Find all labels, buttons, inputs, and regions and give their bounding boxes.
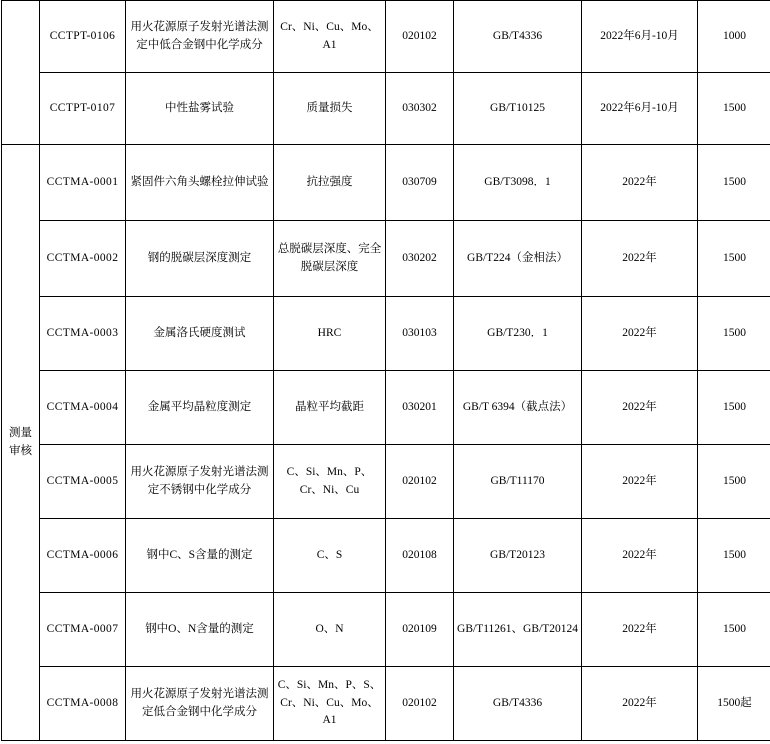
row-code: CCTMA-0005 xyxy=(40,445,126,519)
row-standard: GB/T230．1 xyxy=(454,297,582,371)
table-row xyxy=(2,445,770,519)
row-number: 030103 xyxy=(386,297,454,371)
row-item: 用火花源原子发射光谱法测定不锈钢中化学成分 xyxy=(126,445,274,519)
row-price: 1500 xyxy=(698,519,770,593)
row-standard: GB/T20123 xyxy=(454,519,582,593)
row-param: 总脱碳层深度、完全脱碳层深度 xyxy=(274,221,386,297)
row-code: CCTMA-0008 xyxy=(40,667,126,741)
row-param: 质量损失 xyxy=(274,73,386,145)
row-price: 1500 xyxy=(698,371,770,445)
row-price: 1500起 xyxy=(698,667,770,741)
row-standard: GB/T10125 xyxy=(454,73,582,145)
group-label-wrap xyxy=(5,425,36,461)
row-number: 030202 xyxy=(386,221,454,297)
group-label: 测量审核 xyxy=(9,426,32,457)
row-date: 2022年 xyxy=(582,519,698,593)
row-param: O、N xyxy=(274,593,386,667)
row-item: 用火花源原子发射光谱法测定低合金钢中化学成分 xyxy=(126,667,274,741)
row-date: 2022年 xyxy=(582,145,698,221)
row-code: CCTPT-0106 xyxy=(40,1,126,73)
row-number: 020102 xyxy=(386,445,454,519)
group-cell-empty-1 xyxy=(2,1,40,145)
row-code: CCTMA-0007 xyxy=(40,593,126,667)
row-code: CCTMA-0003 xyxy=(40,297,126,371)
row-price: 1500 xyxy=(698,145,770,221)
row-item: 金属洛氏硬度测试 xyxy=(126,297,274,371)
row-number: 020109 xyxy=(386,593,454,667)
row-price: 1500 xyxy=(698,593,770,667)
row-date: 2022年 xyxy=(582,297,698,371)
row-standard: GB/T 6394（截点法） xyxy=(454,371,582,445)
row-item: 钢的脱碳层深度测定 xyxy=(126,221,274,297)
row-param: HRC xyxy=(274,297,386,371)
table-row xyxy=(2,1,770,73)
table-row xyxy=(2,371,770,445)
row-number: 020108 xyxy=(386,519,454,593)
row-price: 1500 xyxy=(698,73,770,145)
row-code: CCTPT-0107 xyxy=(40,73,126,145)
row-number: 020102 xyxy=(386,1,454,73)
row-item: 钢中C、S含量的测定 xyxy=(126,519,274,593)
row-date: 2022年6月-10月 xyxy=(582,1,698,73)
row-price: 1500 xyxy=(698,221,770,297)
inspection-items-table xyxy=(1,0,770,741)
row-param: 抗拉强度 xyxy=(274,145,386,221)
row-number: 030709 xyxy=(386,145,454,221)
row-item: 用火花源原子发射光谱法测定中低合金钢中化学成分 xyxy=(126,1,274,73)
table-row xyxy=(2,145,770,221)
row-code: CCTMA-0006 xyxy=(40,519,126,593)
row-standard: GB/T11170 xyxy=(454,445,582,519)
table-row xyxy=(2,519,770,593)
row-code: CCTMA-0002 xyxy=(40,221,126,297)
row-code: CCTMA-0001 xyxy=(40,145,126,221)
row-date: 2022年6月-10月 xyxy=(582,73,698,145)
row-standard: GB/T4336 xyxy=(454,1,582,73)
row-param: Cr、Ni、Cu、Mo、A1 xyxy=(274,1,386,73)
row-item: 紧固件六角头螺栓拉伸试验 xyxy=(126,145,274,221)
row-code: CCTMA-0004 xyxy=(40,371,126,445)
row-standard: GB/T11261、GB/T20124 xyxy=(454,593,582,667)
table-row xyxy=(2,297,770,371)
row-param: 晶粒平均截距 xyxy=(274,371,386,445)
table-row xyxy=(2,667,770,741)
row-number: 030302 xyxy=(386,73,454,145)
row-standard: GB/T224（金相法） xyxy=(454,221,582,297)
row-param: C、Si、Mn、P、Cr、Ni、Cu xyxy=(274,445,386,519)
row-price: 1500 xyxy=(698,445,770,519)
table-row xyxy=(2,73,770,145)
row-date: 2022年 xyxy=(582,221,698,297)
row-item: 中性盐雾试验 xyxy=(126,73,274,145)
row-standard: GB/T4336 xyxy=(454,667,582,741)
row-item: 钢中O、N含量的测定 xyxy=(126,593,274,667)
row-date: 2022年 xyxy=(582,667,698,741)
row-price: 1000 xyxy=(698,1,770,73)
row-number: 020102 xyxy=(386,667,454,741)
table-row xyxy=(2,593,770,667)
row-param: C、S xyxy=(274,519,386,593)
row-standard: GB/T3098．1 xyxy=(454,145,582,221)
row-date: 2022年 xyxy=(582,593,698,667)
row-number: 030201 xyxy=(386,371,454,445)
table-row xyxy=(2,221,770,297)
group-cell-measurement-audit xyxy=(2,145,40,741)
row-date: 2022年 xyxy=(582,371,698,445)
row-price: 1500 xyxy=(698,297,770,371)
row-item: 金属平均晶粒度测定 xyxy=(126,371,274,445)
row-date: 2022年 xyxy=(582,445,698,519)
row-param: C、Si、Mn、P、S、Cr、Ni、Cu、Mo、A1 xyxy=(274,667,386,741)
